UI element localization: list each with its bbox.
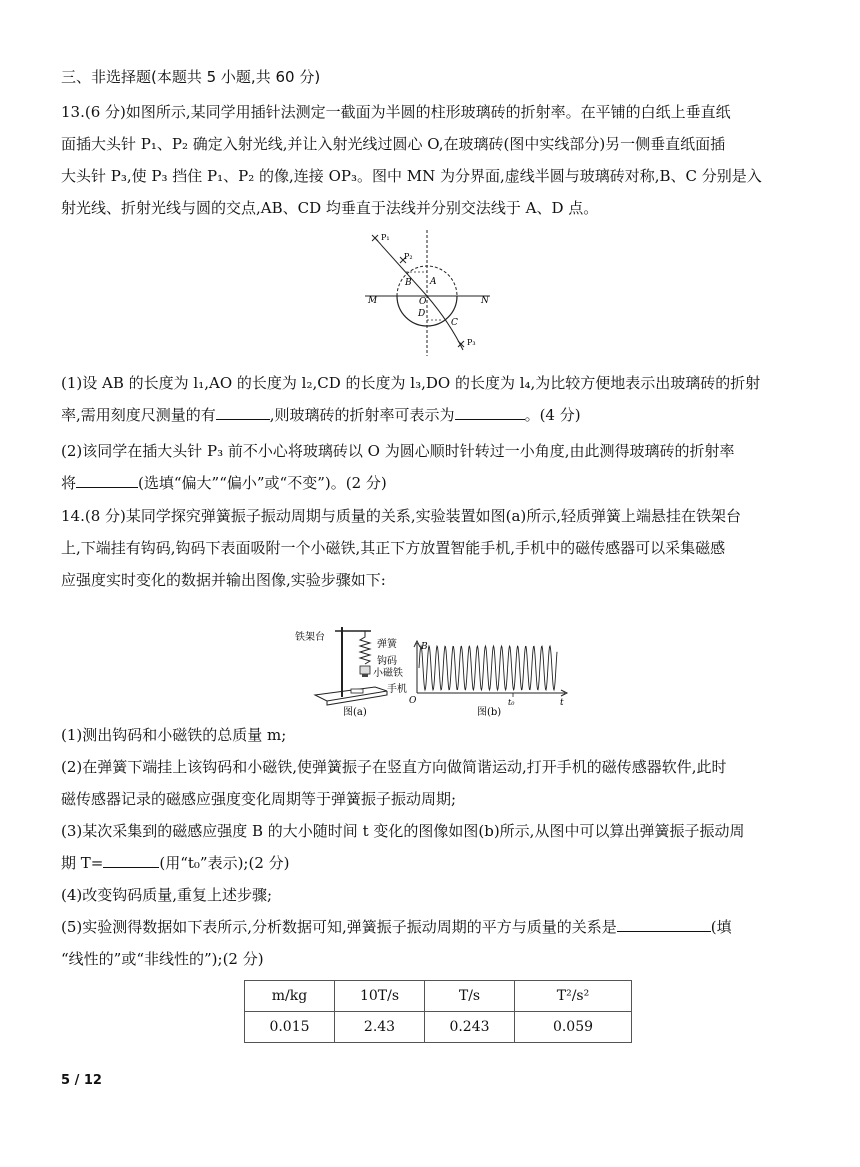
answer-blank-index[interactable] [455,405,525,420]
q14-step-5-line-1 [61,911,801,943]
q13-line-1: 13.(6 分)如图所示,某同学用插针法测定一截面为半圆的柱形玻璃砖的折射率。在平铺的白纸上垂直纸 [61,103,731,121]
label-p2: P₂ [404,252,413,261]
q13-line-3: 大头针 P₃,使 P₃ 挡住 P₁、P₂ 的像,连接 OP₃。图中 MN 为分界面,虚线半圆与玻璃砖对称,B、C 分别是入 [61,167,762,185]
label-weight: 钩码 [377,656,397,667]
q13-part2-line-1: (2)该同学在插大头针 P₃ 前不小心将玻璃砖以 O 为圆心顺时针转过一小角度,由此测得玻璃砖的折射率 [61,442,735,460]
q13-part1-line-1: (1)设 AB 的长度为 l₁,AO 的长度为 l₂,CD 的长度为 l₃,DO 的长度为 l₄,为比较方便地表示出玻璃砖的折射 [61,374,761,392]
caption-b: 图(b) [477,707,502,718]
q13-line-2: 面插大头针 P₁、P₂ 确定入射光线,并让入射光线过圆心 O,在玻璃砖(图中实线部分)另一侧垂直纸面插 [61,135,726,153]
q14-step-3-line-2 [61,847,801,879]
label-iron-stand: 铁架台 [295,632,325,643]
q14-steps [61,719,801,975]
label-phone: 手机 [387,684,407,695]
q14-line-2: 上,下端挂有钩码,钩码下表面吸附一个小磁铁,其正下方放置智能手机,手机中的磁传感器可以采集磁感 [61,539,726,557]
q13-part2-text-a: 将 [61,474,77,492]
table-header-row [245,981,632,1012]
q13-part1-text-a: 率,需用刻度尺测量的有 [61,406,216,424]
q14-step-1: (1)测出钩码和小磁铁的总质量 m; [61,726,287,744]
q14-step-4: (4)改变钩码质量,重复上述步骤; [61,886,273,904]
q14-step-2-line-2: 磁传感器记录的磁感应强度变化周期等于弹簧振子振动周期; [61,790,457,808]
label-p1: P₁ [381,233,390,242]
q13-part1-line-2 [61,399,801,431]
q13-stem [61,96,801,224]
q13-line-4: 射光线、折射光线与圆的交点,AB、CD 均垂直于法线并分别交法线于 A、D 点。 [61,199,599,217]
table-cell: 0.059 [515,1012,632,1043]
q13-part1-text-c: 。(4 分) [524,406,581,424]
table-cell: 0.015 [245,1012,335,1043]
b-t-waveform [419,646,557,690]
label-n: N [481,296,489,306]
axis-b-label: B [421,642,428,652]
q13-part1-text-b: ,则玻璃砖的折射率可表示为 [269,406,455,424]
label-d: D [418,309,426,319]
q14-step-2-line-1: (2)在弹簧下端挂上该钩码和小磁铁,使弹簧振子在竖直方向做简谐运动,打开手机的磁传感器软件,此时 [61,758,727,776]
label-c: C [451,318,458,328]
axis-origin-label: O [409,696,417,706]
q14-line-1: 14.(8 分)某同学探究弹簧振子振动周期与质量的关系,实验装置如图(a)所示,轻质弹簧上端悬挂在铁架台 [61,507,742,525]
page-number: 5 / 12 [61,1073,102,1088]
refraction-figure [355,228,515,358]
label-b: B [405,278,412,288]
table-header-cell: 10T/s [335,981,425,1012]
answer-blank-measure[interactable] [216,405,270,420]
label-m: M [368,296,378,306]
q14-step-5-text-b: (填 [710,918,732,936]
answer-blank-relation[interactable] [617,917,711,932]
table-header-cell: T²/s² [515,981,632,1012]
q13-part2-text-b: (选填“偏大”“偏小”或“不变”)。(2 分) [138,474,387,492]
data-table [244,980,632,1043]
caption-a: 图(a) [343,707,367,718]
table-cell: 0.243 [425,1012,515,1043]
q14-step-3-text-b: (用“t₀”表示);(2 分) [159,854,290,872]
q14-step-5-line-2: “线性的”或“非线性的”);(2 分) [61,950,264,968]
q14-step-3-text-a: 期 T= [61,854,104,872]
table-header-cell: m/kg [245,981,335,1012]
q14-line-3: 应强度实时变化的数据并输出图像,实验步骤如下: [61,571,386,589]
q13-part2-line-2 [61,467,801,499]
label-a: A [430,277,437,287]
t0-label: t₀ [508,698,515,707]
q13-part2 [61,435,801,499]
label-o: O [419,297,427,307]
q13-part1 [61,367,801,431]
table-cell: 2.43 [335,1012,425,1043]
label-p3: P₃ [467,338,476,347]
table-row [245,1012,632,1043]
label-spring: 弹簧 [377,639,397,650]
section-title: 三、非选择题(本题共 5 小题,共 60 分) [61,68,321,86]
label-magnet: 小磁铁 [373,668,403,679]
q14-step-3-line-1: (3)某次采集到的磁感应强度 B 的大小随时间 t 变化的图像如图(b)所示,从图中可以算出弹簧振子振动周 [61,822,745,840]
axis-t-label: t [560,698,564,708]
q14-stem [61,500,801,596]
oscillation-figure [295,623,580,718]
table-header-cell: T/s [425,981,515,1012]
q14-step-5-text-a: (5)实验测得数据如下表所示,分析数据可知,弹簧振子振动周期的平方与质量的关系是 [61,918,617,936]
answer-blank-bias[interactable] [76,473,138,488]
answer-blank-period[interactable] [103,853,159,868]
